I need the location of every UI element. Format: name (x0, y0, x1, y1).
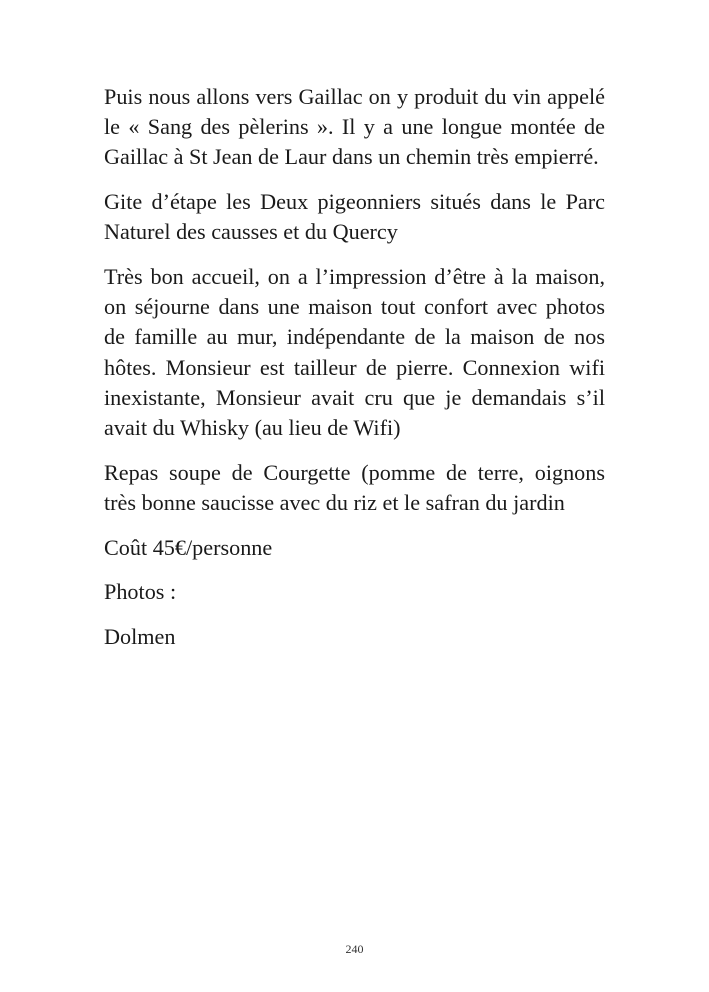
paragraph-photos: Photos : (104, 579, 177, 605)
paragraph-dolmen: Dolmen (104, 624, 176, 650)
paragraph-cout: Coût 45€/personne (104, 534, 273, 560)
page-body (104, 82, 605, 667)
paragraph-gite: Gite d’étape les Deux pigeonniers situés dans le Parc Naturel des causses et du Quercy (104, 189, 605, 245)
paragraph-gaillac: Puis nous allons vers Gaillac on y produit du vin appelé le « Sang des pèlerins ». Il y a une longue montée de Gaillac à St Jean de Laur dans un chemin très empierré. (104, 84, 605, 170)
paragraph-accueil: Très bon accueil, on a l’impression d’être à la maison, on séjourne dans une maison tout confort avec photos de famille au mur, indépendante de la maison de nos hôtes. Monsieur est tailleur de pierre. Connexion wifi inexistante, Monsieur avait cru que je demandais s’il avait du Whisky (au lieu de Wifi) (104, 264, 605, 441)
page-number: 240 (345, 942, 364, 956)
paragraph-repas: Repas soupe de Courgette (pomme de terre, oignons très bonne saucisse avec du riz et le safran du jardin (104, 459, 605, 515)
